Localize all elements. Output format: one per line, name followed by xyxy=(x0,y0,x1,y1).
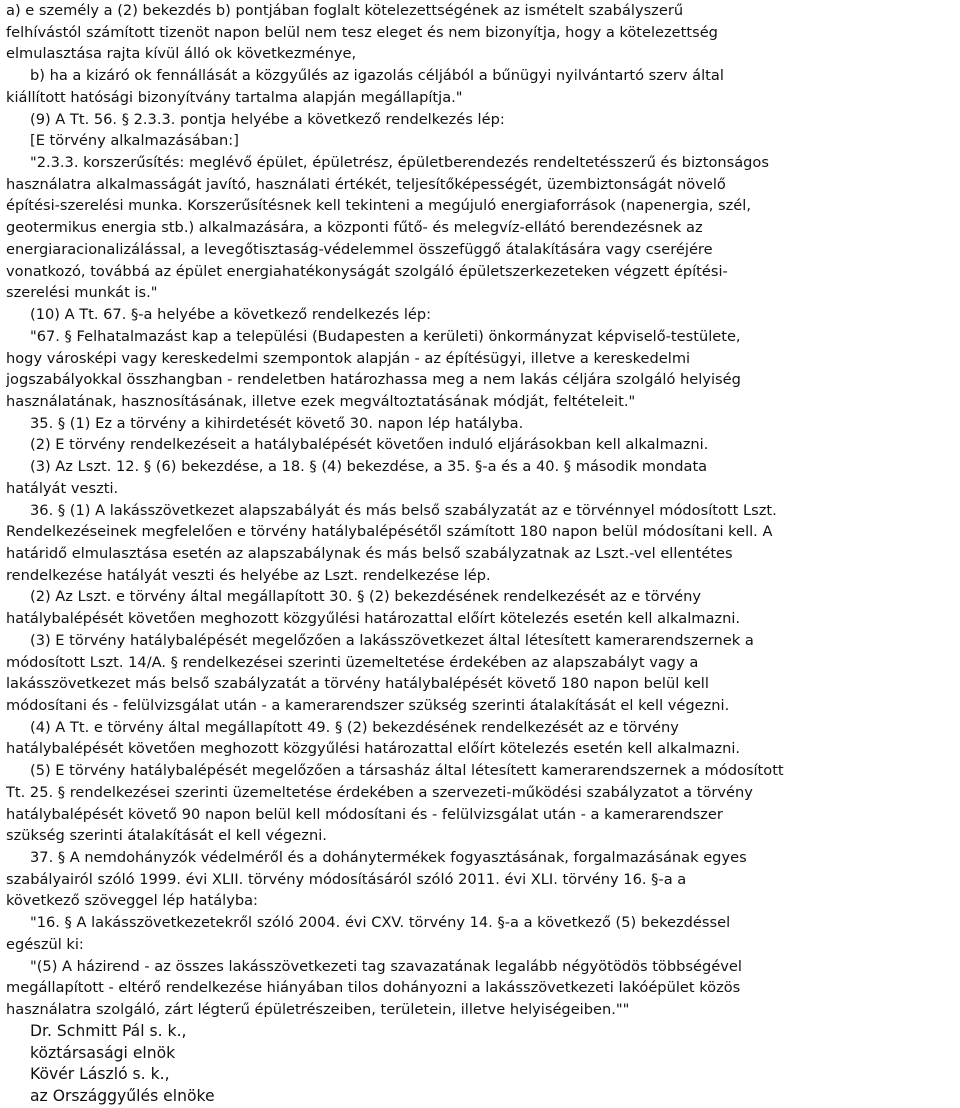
text-line: használatának, hasznosításának, illetve ezek megváltoztatásának módját, feltételeit." xyxy=(6,392,636,410)
text-line: vonatkozó, továbbá az épület energiahatékonyságát szolgáló épületszerkezeteken végzett építési- xyxy=(6,262,728,280)
text-line: 37. § A nemdohányzók védelméről és a dohánytermékek fogyasztásának, forgalmazásának egyes xyxy=(30,849,747,867)
text-line: energiaracionalizálással, a levegőtisztaság-védelemmel összefüggő átalakítására vagy cseréjére xyxy=(6,240,713,258)
text-line: hatálybalépését követően meghozott közgyűlési határozattal előírt kötelezés esetén kell alkalmazni. xyxy=(6,740,741,758)
text-line: felhívástól számított tizenöt napon belül nem tesz eleget és nem bizonyítja, hogy a kötelezettség xyxy=(6,23,718,41)
signature-block xyxy=(6,1021,956,1108)
text-line: "(5) A házirend - az összes lakásszövetkezeti tag szavazatának legalább négyötödös többségével xyxy=(30,957,742,975)
text-line: [E törvény alkalmazásában:] xyxy=(30,132,239,150)
text-line: következő szöveggel lép hatályba: xyxy=(6,892,258,910)
text-line: "67. § Felhatalmazást kap a települési (Budapesten a kerületi) önkormányzat képviselő-testülete, xyxy=(30,327,741,345)
text-line: hatályát veszti. xyxy=(6,479,119,497)
text-line: (10) A Tt. 67. §-a helyébe a következő rendelkezés lép: xyxy=(30,306,432,324)
text-line: elmulasztása rajta kívül álló ok következménye, xyxy=(6,45,357,63)
signatory-name: Kövér László s. k., xyxy=(30,1065,170,1084)
text-line: (4) A Tt. e törvény által megállapított 49. § (2) bekezdésének rendelkezését az e törvény xyxy=(30,718,679,736)
text-line: hatálybalépését követően meghozott közgyűlési határozattal előírt kötelezés esetén kell alkalmazni. xyxy=(6,610,741,628)
text-line: (5) E törvény hatálybalépését megelőzően a társasház által létesített kamerarendszernek a módosított xyxy=(30,762,784,780)
text-line: (2) Az Lszt. e törvény által megállapított 30. § (2) bekezdésének rendelkezését az e törvény xyxy=(30,588,702,606)
text-line: "2.3.3. korszerűsítés: meglévő épület, épületrész, épületberendezés rendeltetésszerű és biztonságos xyxy=(30,154,769,172)
text-line: b) ha a kizáró ok fennállását a közgyűlés az igazolás céljából a bűnügyi nyilvántartó szerv által xyxy=(30,67,724,85)
text-line: használatra alkalmasságát javító, használati értékét, teljesítőképességét, üzembiztonságát növelő xyxy=(6,175,726,193)
text-line: Tt. 25. § rendelkezései szerinti üzemeltetése érdekében a szervezeti-működési szabályzatot a törvény xyxy=(6,783,753,801)
text-line: módosított Lszt. 14/A. § rendelkezései szerinti üzemeltetése érdekében az alapszabályt vagy a xyxy=(6,653,699,671)
signatory-name: Dr. Schmitt Pál s. k., xyxy=(30,1021,187,1040)
text-line: szükség szerinti átalakítását el kell végezni. xyxy=(6,827,327,845)
text-line: jogszabályokkal összhangban - rendeletben határozhassa meg a nem lakás céljára szolgáló helyiség xyxy=(6,371,741,389)
legal-document xyxy=(6,0,956,1108)
signatory-title: az Országgyűlés elnöke xyxy=(30,1086,215,1105)
text-line: szerelési munkát is." xyxy=(6,284,158,302)
text-line: határidő elmulasztása esetén az alapszabálynak és más belső szabályzatnak az Lszt.-vel ellentétes xyxy=(6,544,733,562)
text-line: geotermikus energia stb.) alkalmazására, a központi fűtő- és melegvíz-ellátó berendezésnek az xyxy=(6,219,703,237)
text-line: szabályairól szóló 1999. évi XLII. törvény módosításáról szóló 2011. évi XLI. törvény 16. §-a a xyxy=(6,870,687,888)
text-line: módosítani és - felülvizsgálat után - a kamerarendszer szükség szerinti átalakítását el kell végezni. xyxy=(6,697,730,714)
text-line: építési-szerelési munka. Korszerűsítésnek kell tekinteni a megújuló energiaforrások (napenergia, szél, xyxy=(6,197,751,215)
text-line: Rendelkezéseinek megfelelően e törvény hatálybalépésétől számított 180 napon belül módosítani kell. A xyxy=(6,523,773,541)
text-line: (3) Az Lszt. 12. § (6) bekezdése, a 18. § (4) bekezdése, a 35. §-a és a 40. § második mondata xyxy=(30,458,708,476)
text-line: "16. § A lakásszövetkezetekről szóló 2004. évi CXV. törvény 14. §-a a következő (5) bekezdéssel xyxy=(30,914,731,932)
text-line: hogy városképi vagy kereskedelmi szempontok alapján - az építésügyi, illetve a kereskedelmi xyxy=(6,349,691,367)
text-line: kiállított hatósági bizonyítvány tartalma alapján megállapítja." xyxy=(6,88,463,106)
text-line: hatálybalépését követő 90 napon belül kell módosítani és - felülvizsgálat után - a kamerarendszer xyxy=(6,805,723,823)
text-line: megállapított - eltérő rendelkezése hiányában tilos dohányozni a lakásszövetkezeti lakóépület közös xyxy=(6,979,741,997)
text-line: rendelkezése hatályát veszti és helyébe az Lszt. rendelkezése lép. xyxy=(6,566,491,584)
text-line: 35. § (1) Ez a törvény a kihirdetését követő 30. napon lép hatályba. xyxy=(30,414,524,432)
text-line: (9) A Tt. 56. § 2.3.3. pontja helyébe a következő rendelkezés lép: xyxy=(30,110,505,128)
text-line: (2) E törvény rendelkezéseit a hatálybalépését követően induló eljárásokban kell alkalmazni. xyxy=(30,436,709,454)
text-line: használatra szolgáló, zárt légterű épületrészeiben, területein, illetve helyiségeiben."" xyxy=(6,1001,630,1019)
text-line: lakásszövetkezet más belső szabályzatát a törvény hatálybalépését követő 180 napon belül kell xyxy=(6,675,709,693)
text-line: 36. § (1) A lakásszövetkezet alapszabályát és más belső szabályzatát az e törvénnyel módosított Lszt. xyxy=(30,501,777,519)
text-line: a) e személy a (2) bekezdés b) pontjában foglalt kötelezettségének az ismételt szabályszerű xyxy=(6,2,684,19)
text-line: egészül ki: xyxy=(6,935,84,953)
text-line: (3) E törvény hatálybalépését megelőzően a lakásszövetkezet által létesített kamerarendszernek a xyxy=(30,631,754,649)
signatory-title: köztársasági elnök xyxy=(30,1043,176,1062)
